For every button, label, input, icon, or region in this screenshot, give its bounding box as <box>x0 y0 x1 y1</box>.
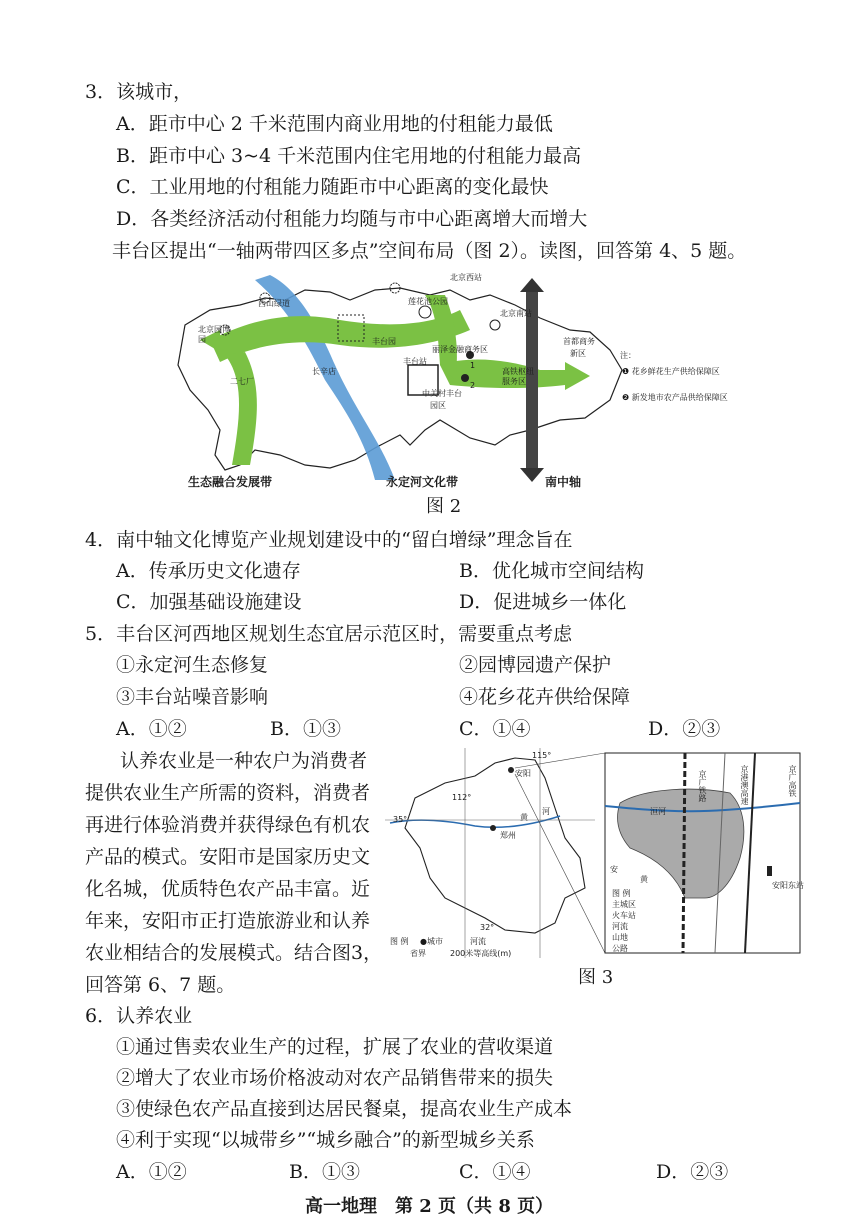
label-beijingnan: 北京南站 <box>500 309 532 318</box>
q6-option-a[interactable]: A．①② <box>116 1161 187 1183</box>
intro67-line-7: 农业相结合的发展模式。结合图3， <box>85 942 383 964</box>
q5-item-3: ③丰台站噪音影响 <box>116 686 269 708</box>
q6-option-d[interactable]: D．②③ <box>656 1161 729 1183</box>
label-beijingxi: 北京西站 <box>450 273 482 282</box>
nanzhan-circle <box>490 320 500 330</box>
fig3-lon-115: 115° <box>532 751 552 760</box>
inset-leg-1: 主城区 <box>612 900 636 909</box>
marker-2 <box>461 374 469 382</box>
intro-4-5: 丰台区提出“一轴两带四区多点”空间布局（图 2）。读图，回答第 4、5 题。 <box>112 240 747 262</box>
fig3-legend-line: 省界 <box>410 949 426 958</box>
label-mark-1: 1 <box>470 361 476 370</box>
label-gaotie: 高铁枢纽 <box>502 367 534 376</box>
fig3-he: 河 <box>542 807 550 816</box>
inset-leg-5: 公路 <box>612 944 628 953</box>
label-yuanbo-2: 园 <box>198 335 206 344</box>
inset-leg-4: 山地 <box>612 933 628 942</box>
intro67-line-6: 年来，安阳市正打造旅游业和认养 <box>85 910 371 932</box>
q3-stem: 3．该城市， <box>85 81 193 103</box>
label-zhongguancun: 中关村丰台 <box>422 389 462 398</box>
q5-option-c[interactable]: C．①④ <box>459 718 531 740</box>
intro67-line-2: 提供农业生产所需的资料，消费者 <box>85 782 371 804</box>
inset-huan-river: 洹河 <box>650 807 666 816</box>
fig3-lat-35: 35° <box>393 815 408 824</box>
inset-gaosu: 京港澳高速 <box>740 765 749 805</box>
arrow-east <box>565 362 590 390</box>
q5-item-4: ④花乡花卉供给保障 <box>459 686 631 708</box>
q6-stem: 6．认养农业 <box>85 1005 193 1027</box>
fig2-band-ecological: 生态融合发展带 <box>188 475 273 489</box>
fig3-lon-112: 112° <box>452 793 472 802</box>
label-gaotie-2: 服务区 <box>502 377 526 386</box>
q5-item-1: ①永定河生态修复 <box>116 654 269 676</box>
q6-item-2: ②增大了农业市场价格波动对农产品销售带来的损失 <box>116 1067 554 1089</box>
green-belt-west <box>225 352 257 465</box>
fig2-band-yongding: 永定河文化带 <box>386 475 459 489</box>
fig3-caption: 图 3 <box>578 967 614 988</box>
q6-option-b[interactable]: B．①③ <box>289 1161 360 1183</box>
fig3-legend-contour: 200米等高线(m) <box>450 949 512 958</box>
label-shoudu-2: 新区 <box>570 349 586 358</box>
zhengzhou-dot <box>490 825 496 831</box>
q4-option-c[interactable]: C．加强基础设施建设 <box>116 591 302 613</box>
label-mark-2: 2 <box>470 381 476 390</box>
q6-item-3: ③使绿色农产品直接到达居民餐桌，提高农业生产成本 <box>116 1098 573 1120</box>
henan-outline <box>405 758 585 933</box>
inset-station: 安阳东站 <box>772 881 804 890</box>
inset-an: 安 <box>610 865 618 874</box>
intro67-line-1: 认养农业是一种农户为消费者 <box>120 750 368 772</box>
q3-option-d[interactable]: D．各类经济活动付租能力均随与市中心距离增大而增大 <box>116 208 588 230</box>
inset-leg-3: 河流 <box>612 922 628 931</box>
q3-option-b[interactable]: B．距市中心 3~4 千米范围内住宅用地的付租能力最高 <box>116 145 582 167</box>
fig2-axis-label: 南中轴 <box>545 475 582 489</box>
fig2-legend-1: ❶ 花乡鲜花生产供给保障区 <box>622 367 720 376</box>
label-fengtaiyuan: 丰台园 <box>372 337 396 346</box>
fig3-zhengzhou: 郑州 <box>500 831 516 840</box>
axis-arrow-up <box>520 278 544 292</box>
q5-item-2: ②园博园遗产保护 <box>459 654 612 676</box>
green-belt-north <box>210 310 470 362</box>
q5-stem: 5．丰台区河西地区规划生态宜居示范区时，需要重点考虑 <box>85 623 573 645</box>
fig3-lat-32: 32° <box>480 923 495 932</box>
inset-huang: 黄 <box>640 875 648 884</box>
anyang-dot <box>508 767 514 773</box>
intro67-line-4: 产品的模式。安阳市是国家历史文 <box>85 846 371 868</box>
inset-gaotie: 京广高铁 <box>788 765 797 797</box>
inset-link-bottom <box>515 774 605 953</box>
fig3-legend-city: ●城市 <box>420 937 443 946</box>
q5-option-d[interactable]: D．②③ <box>648 718 721 740</box>
inset-legend-head: 图 例 <box>612 889 631 898</box>
q4-option-b[interactable]: B．优化城市空间结构 <box>459 560 644 582</box>
q4-stem: 4．南中轴文化博览产业规划建设中的“留白增绿”理念旨在 <box>85 529 573 551</box>
q3-option-c[interactable]: C．工业用地的付租能力随距市中心距离的变化最快 <box>116 176 549 198</box>
fig3-legend-river: 河流 <box>470 937 486 946</box>
inset-jingguang: 京广铁路 <box>698 770 707 802</box>
q4-option-a[interactable]: A．传承历史文化遗存 <box>116 560 301 582</box>
intro67-line-3: 再进行体验消费并获得绿色有机农 <box>85 814 371 836</box>
label-lianhuachi: 莲花池公园 <box>408 297 448 306</box>
label-yuanbo: 北京园博 <box>198 325 230 334</box>
q3-option-a[interactable]: A．距市中心 2 千米范围内商业用地的付租能力最低 <box>116 113 553 135</box>
fig3-huang: 黄 <box>520 813 528 822</box>
label-changxindian: 长辛店 <box>312 367 336 376</box>
q5-option-a[interactable]: A．①② <box>116 718 187 740</box>
q5-option-b[interactable]: B．①③ <box>270 718 341 740</box>
label-shoudu: 首都商务 <box>563 337 595 346</box>
yellow-river <box>390 816 560 827</box>
q4-option-d[interactable]: D．促进城乡一体化 <box>459 591 627 613</box>
label-erqi: 二七厂 <box>230 377 254 386</box>
fig3-legend-head: 图 例 <box>390 937 409 946</box>
label-fengtai-station: 丰台站 <box>403 357 427 366</box>
inset-leg-2: 火车站 <box>612 911 636 920</box>
intro67-line-5: 化名城，优质特色农产品丰富。近 <box>85 878 371 900</box>
fig2-caption: 图 2 <box>426 496 462 517</box>
axis-arrow-down <box>520 468 544 482</box>
fig2-legend-title: 注： <box>620 351 636 360</box>
intro67-line-8: 回答第 6、7 题。 <box>85 974 236 996</box>
label-xishan: 西山绿道 <box>258 299 290 308</box>
page-footer: 高一地理 第 2 页（共 8 页） <box>305 1196 554 1217</box>
q6-option-c[interactable]: C．①④ <box>459 1161 531 1183</box>
fig2-legend-2: ❷ 新发地市农产品供给保障区 <box>622 393 728 402</box>
q6-item-1: ①通过售卖农业生产的过程，扩展了农业的营收渠道 <box>116 1036 554 1058</box>
label-lize: 丽泽金融商务区 <box>432 345 488 354</box>
label-zhongguancun-2: 园区 <box>430 401 446 410</box>
fig3-anyang: 安阳 <box>515 769 531 778</box>
q6-item-4: ④利于实现“以城带乡”“城乡融合”的新型城乡关系 <box>116 1129 535 1151</box>
